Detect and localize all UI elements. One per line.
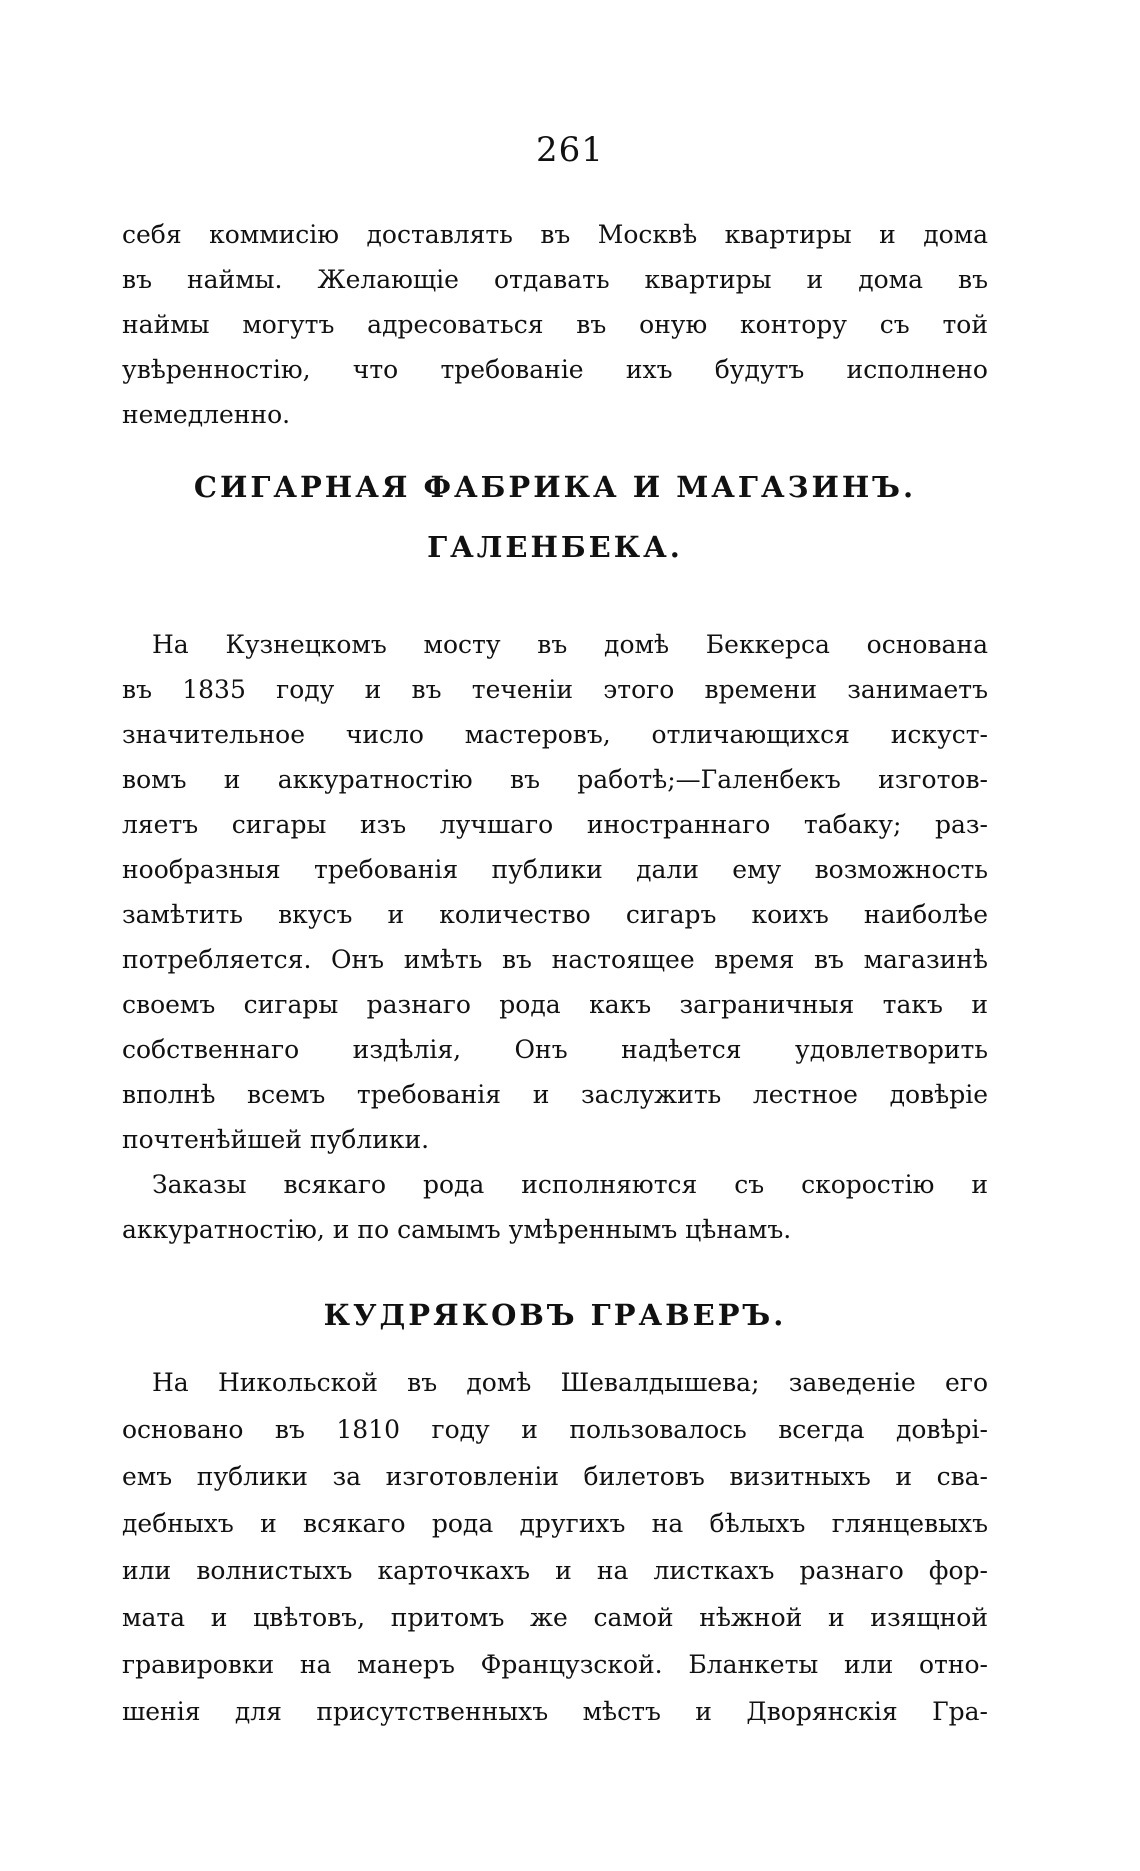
page-number: 261 [536,130,604,170]
text-line: собственнаго издѣлія, Онъ надѣется удовлетворить [122,1035,988,1064]
text-line: въ 1835 году и въ теченіи этого времени занимаетъ [122,675,988,704]
text-line: наймы могутъ адресоваться въ оную контору съ той [122,310,988,339]
text-line: въ наймы. Желающіе отдавать квартиры и дома въ [122,265,988,294]
text-line: значительное число мастеровъ, отличающихся искуст- [122,720,988,749]
text-line: мата и цвѣтовъ, притомъ же самой нѣжной и изящной [122,1603,988,1632]
engraver-section-paragraph [122,1360,988,1736]
text-line: немедленно. [122,400,291,429]
text-line: дебныхъ и всякаго рода другихъ на бѣлыхъ глянцевыхъ [122,1509,988,1538]
text-line: вомъ и аккуратностію въ работѣ;—Галенбекъ изготов- [122,765,988,794]
section-heading-galenbek: ГАЛЕНБЕКА. [427,530,683,564]
section-heading-cigar-factory: СИГАРНАЯ ФАБРИКА И МАГАЗИНЪ. [193,470,917,504]
text-line: или волнистыхъ карточкахъ и на листкахъ разнаго фор- [122,1556,988,1585]
text-line: Заказы всякаго рода исполняются съ скоростію и [152,1170,988,1199]
text-line: своемъ сигары разнаго рода какъ заграничныя такъ и [122,990,988,1019]
text-line: себя коммисію доставлять въ Москвѣ квартиры и дома [122,220,988,249]
text-line: На Кузнецкомъ мосту въ домѣ Беккерса основана [152,630,988,659]
text-line: замѣтить вкусъ и количество сигаръ коихъ наиболѣе [122,900,988,929]
text-line: почтенѣйшей публики. [122,1125,430,1154]
text-line: гравировки на манеръ Французской. Бланкеты или отно- [122,1650,988,1679]
text-line: аккуратностію, и по самымъ умѣреннымъ цѣнамъ. [122,1215,792,1244]
text-line: емъ публики за изготовленіи билетовъ визитныхъ и сва- [122,1462,988,1491]
text-line: шенія для присутственныхъ мѣстъ и Дворянскія Гра- [122,1697,988,1726]
text-line: вполнѣ всемъ требованія и заслужить лестное довѣріе [122,1080,988,1109]
text-line: потребляется. Онъ имѣть въ настоящее время въ магазинѣ [122,945,988,974]
text-line: ляетъ сигары изъ лучшаго иностраннаго табаку; раз- [122,810,988,839]
text-line: увѣренностію, что требованіе ихъ будутъ исполнено [122,355,988,384]
section-heading-kudryakov-engraver: КУДРЯКОВЪ ГРАВЕРЪ. [323,1298,787,1332]
intro-paragraph [122,212,988,437]
cigar-section-paragraph [122,622,988,1252]
text-line: нообразныя требованія публики дали ему возможность [122,855,988,884]
text-line: основано въ 1810 году и пользовалось всегда довѣрі- [122,1415,988,1444]
text-line: На Никольской въ домѣ Шевалдышева; заведеніе его [152,1368,988,1397]
